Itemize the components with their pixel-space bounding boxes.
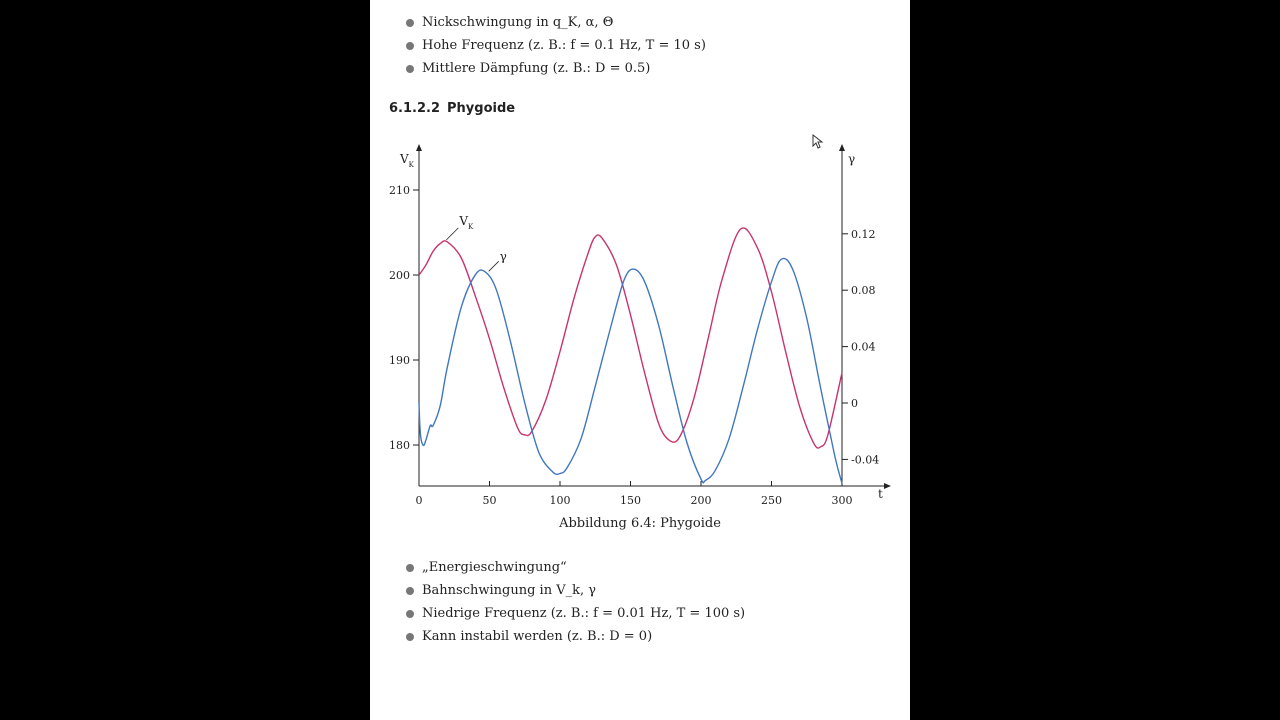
bullet-text: Nickschwingung in q_K, α, Θ	[422, 15, 614, 30]
bullet-list-bottom	[406, 556, 745, 648]
mouse-pointer-icon	[812, 134, 824, 150]
y-left-tick-label: 210	[389, 184, 410, 197]
bullet-dot-icon	[406, 564, 414, 572]
series-line-vk	[419, 228, 842, 448]
y-right-tick-label: 0	[851, 397, 858, 410]
chart-axes	[413, 144, 891, 489]
y-right-tick-label: 0.08	[851, 284, 876, 298]
annotation-vk: $V_K$	[459, 213, 474, 231]
x-tick-label: 250	[761, 494, 782, 507]
y-left-tick-label: 200	[389, 269, 410, 282]
y-right-axis-label: γ	[848, 152, 856, 166]
document-page	[370, 0, 910, 720]
y-left-tick-label: 190	[389, 354, 410, 367]
list-item	[406, 34, 706, 57]
y-left-axis-label: $V_K$	[400, 152, 414, 169]
list-item	[406, 57, 706, 80]
x-tick-label: 300	[831, 494, 853, 507]
x-tick-label: 150	[620, 494, 641, 507]
x-tick-label: 100	[549, 494, 571, 507]
bullet-text: „Energieschwingung“	[422, 560, 567, 575]
list-item	[406, 556, 745, 579]
left-axis-arrow-icon	[416, 144, 422, 151]
x-tick-label: 50	[482, 494, 497, 507]
figure-caption: Abbildung 6.4: Phygoide	[559, 516, 721, 531]
x-axis-arrow-icon	[884, 483, 891, 489]
x-tick-label: 200	[690, 494, 712, 507]
list-item	[406, 602, 745, 625]
phygoide-chart	[370, 130, 910, 510]
section-number: 6.1.2.2	[389, 101, 440, 116]
chart-series	[419, 228, 842, 483]
y-right-tick-label: 0.04	[851, 340, 876, 354]
bullet-text: Bahnschwingung in V_k, γ	[422, 583, 597, 598]
x-axis-label: t	[878, 487, 883, 501]
list-item	[406, 579, 745, 602]
annotation-leader-vk	[446, 228, 458, 240]
annotation-leader-gamma	[489, 261, 499, 271]
right-axis-arrow-icon	[839, 144, 845, 151]
bullet-list-top	[406, 11, 706, 80]
list-item	[406, 625, 745, 648]
bullet-dot-icon	[406, 587, 414, 595]
y-right-tick-label: 0.12	[851, 227, 876, 241]
bullet-text: Niedrige Frequenz (z. B.: f = 0.01 Hz, T = 100 s)	[422, 606, 746, 621]
bullet-dot-icon	[406, 19, 414, 27]
series-line-gamma	[419, 258, 842, 483]
bullet-dot-icon	[406, 42, 414, 50]
annotation-gamma: γ	[499, 249, 507, 264]
bullet-text: Hohe Frequenz (z. B.: f = 0.1 Hz, T = 10 s)	[422, 38, 706, 53]
bullet-dot-icon	[406, 65, 414, 73]
y-right-tick-label: -0.04	[851, 453, 880, 467]
section-heading	[389, 101, 522, 116]
bullet-dot-icon	[406, 633, 414, 641]
list-item	[406, 11, 706, 34]
bullet-text: Mittlere Dämpfung (z. B.: D = 0.5)	[422, 61, 651, 76]
section-title: Phygoide	[447, 101, 516, 116]
bullet-dot-icon	[406, 610, 414, 618]
bullet-text: Kann instabil werden (z. B.: D = 0)	[422, 629, 653, 644]
x-tick-label: 0	[415, 494, 423, 507]
y-left-tick-label: 180	[389, 439, 410, 452]
